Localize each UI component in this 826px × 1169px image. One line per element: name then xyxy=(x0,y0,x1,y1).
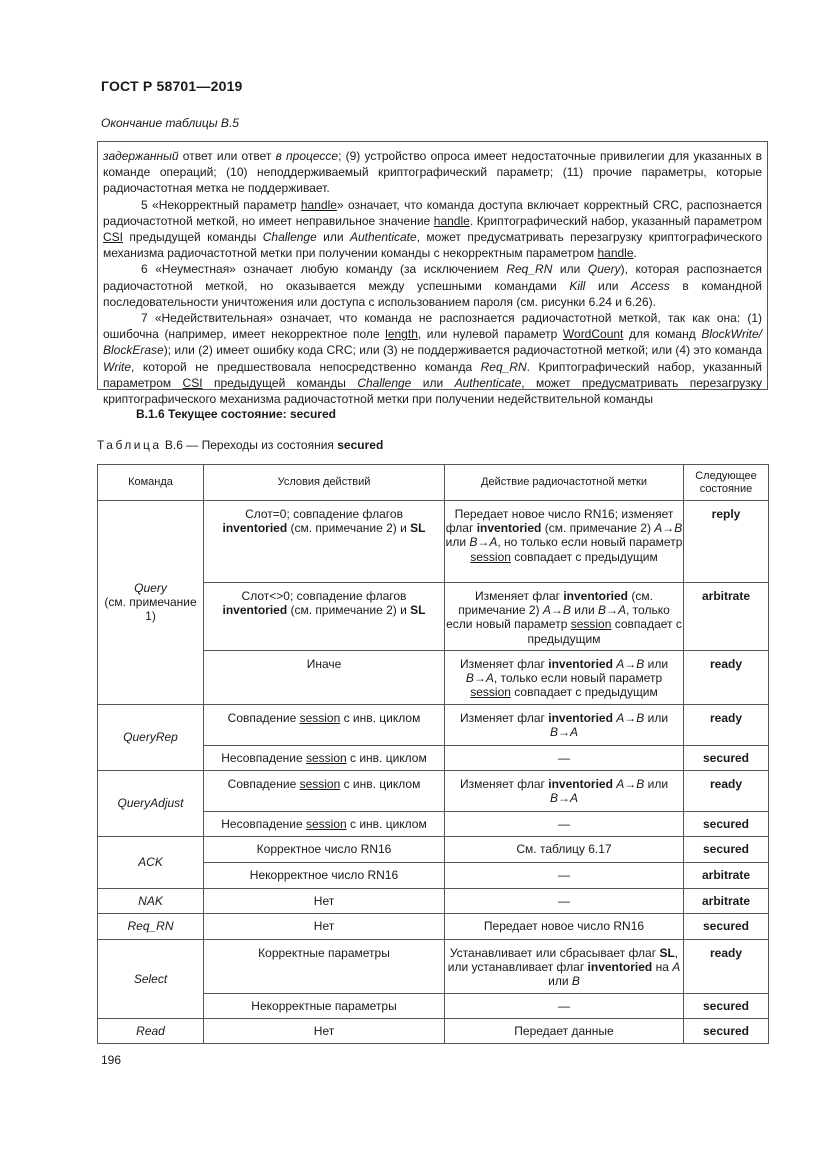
transitions-table xyxy=(97,464,769,1044)
next-state-cell: ready xyxy=(684,651,769,705)
condition-cell: Слот=0; совпадение флагов inventoried (см. примечание 2) и SL xyxy=(204,501,445,583)
condition-cell: Нет xyxy=(204,914,445,940)
action-cell: Изменяет флаг inventoried A→B или B→A xyxy=(445,771,684,812)
section-heading: В.1.6 Текущее состояние: secured xyxy=(136,407,336,421)
next-state-cell: secured xyxy=(684,914,769,940)
header-next-state: Следующее состояние xyxy=(684,465,769,501)
command-read: Read xyxy=(98,1019,204,1044)
table-row xyxy=(98,837,769,863)
table-row xyxy=(98,705,769,746)
notes-box xyxy=(97,141,768,407)
note-5: 5 «Некорректный параметр handle» означает, что команда доступа включает корректный CRC, распознается радиочастотной меткой, но имеет неправильное значение handle. Криптографический набор, указанный параметром CSI предыдущей команды Challenge или Authenticate, может предусматривать перезагрузку криптографического механизма радиочастотной метки при получении команды с некорректным параметром handle. xyxy=(103,197,762,261)
action-cell: — xyxy=(445,889,684,914)
table-row xyxy=(98,501,769,583)
next-state-cell: ready xyxy=(684,705,769,746)
table-row xyxy=(98,1019,769,1044)
table-continuation-label: Окончание таблицы В.5 xyxy=(101,116,239,130)
table-caption: Таблица В.6 — Переходы из состояния secured xyxy=(97,438,384,452)
action-cell: Передает новое число RN16; изменяет флаг inventoried (см. примечание 2) A→B или B→A, но только если новый параметр session совпадает с предыдущим xyxy=(445,501,684,583)
condition-cell: Некорректное число RN16 xyxy=(204,863,445,889)
action-cell: Изменяет флаг inventoried A→B или B→A xyxy=(445,705,684,746)
header-command: Команда xyxy=(98,465,204,501)
action-cell: Изменяет флаг inventoried A→B или B→A, только если новый параметр session совпадает с предыдущим xyxy=(445,651,684,705)
command-ack: ACK xyxy=(98,837,204,889)
condition-cell: Несовпадение session с инв. циклом xyxy=(204,746,445,771)
condition-cell: Слот<>0; совпадение флагов inventoried (см. примечание 2) и SL xyxy=(204,583,445,651)
next-state-cell: ready xyxy=(684,940,769,994)
command-query: Query (см. примечание 1) xyxy=(98,501,204,705)
action-cell: Изменяет флаг inventoried (см. примечание 2) A→B или B→A, только если новый параметр session совпадает с предыдущим xyxy=(445,583,684,651)
action-cell: — xyxy=(445,863,684,889)
next-state-cell: reply xyxy=(684,501,769,583)
action-cell: — xyxy=(445,746,684,771)
table-row xyxy=(98,940,769,994)
document-title: ГОСТ Р 58701—2019 xyxy=(101,78,243,94)
action-cell: — xyxy=(445,994,684,1019)
action-cell: Передает новое число RN16 xyxy=(445,914,684,940)
condition-cell: Нет xyxy=(204,1019,445,1044)
action-cell: Устанавливает или сбрасывает флаг SL, или устанавливает флаг inventoried на A или B xyxy=(445,940,684,994)
command-queryrep: QueryRep xyxy=(98,705,204,771)
command-nak: NAK xyxy=(98,889,204,914)
condition-cell: Иначе xyxy=(204,651,445,705)
table-header-row xyxy=(98,465,769,501)
condition-cell: Несовпадение session с инв. циклом xyxy=(204,812,445,837)
action-cell: См. таблицу 6.17 xyxy=(445,837,684,863)
next-state-cell: arbitrate xyxy=(684,863,769,889)
next-state-cell: secured xyxy=(684,812,769,837)
command-queryadjust: QueryAdjust xyxy=(98,771,204,837)
condition-cell: Совпадение session с инв. циклом xyxy=(204,771,445,812)
next-state-cell: secured xyxy=(684,837,769,863)
action-cell: Передает данные xyxy=(445,1019,684,1044)
next-state-cell: secured xyxy=(684,994,769,1019)
table-row xyxy=(98,889,769,914)
note-paragraph: задержанный ответ или ответ в процессе; (9) устройство опроса имеет недостаточные привилегии для указанных в команде операций; (10) неподдерживаемый криптографический параметр; (11) прочие параметры, которые радиочастотная метка не поддерживает. xyxy=(103,149,763,196)
next-state-cell: secured xyxy=(684,746,769,771)
note-6: 6 «Неуместная» означает любую команду (за исключением Req_RN или Query), которая распознается радиочастотной меткой, но оказывается между успешными командами Kill или Access в командной последовательности уничтожения или доступа с использованием пароля (см. рисунки 6.24 и 6.26). xyxy=(103,262,763,309)
condition-cell: Нет xyxy=(204,889,445,914)
table-row xyxy=(98,771,769,812)
command-req-rn: Req_RN xyxy=(98,914,204,940)
action-cell: — xyxy=(445,812,684,837)
command-select: Select xyxy=(98,940,204,1019)
next-state-cell: secured xyxy=(684,1019,769,1044)
page-number: 196 xyxy=(101,1053,122,1067)
condition-cell: Некорректные параметры xyxy=(204,994,445,1019)
next-state-cell: ready xyxy=(684,771,769,812)
condition-cell: Совпадение session с инв. циклом xyxy=(204,705,445,746)
next-state-cell: arbitrate xyxy=(684,889,769,914)
next-state-cell: arbitrate xyxy=(684,583,769,651)
condition-cell: Корректное число RN16 xyxy=(204,837,445,863)
header-conditions: Условия действий xyxy=(204,465,445,501)
note-7: 7 «Недействительная» означает, что команда не распознается радиочастотной меткой, так как она: (1) ошибочна (например, имеет некорректное поле length, или нулевой параметр WordCount для команд BlockWrite/ BlockErase); или (2) имеет ошибку кода CRC; или (3) не поддерживается радиочастотной меткой; или (4) это команда Write, которой не предшествовала непосредственно команда Req_RN. Криптографический набор, указанный параметром CSI предыдущей команды Challenge или Authenticate, может предусматривать перезагрузку криптографического механизма радиочастотной метки при получении недействительной команды xyxy=(103,311,762,407)
table-row xyxy=(98,914,769,940)
header-action: Действие радиочастотной метки xyxy=(445,465,684,501)
condition-cell: Корректные параметры xyxy=(204,940,445,994)
